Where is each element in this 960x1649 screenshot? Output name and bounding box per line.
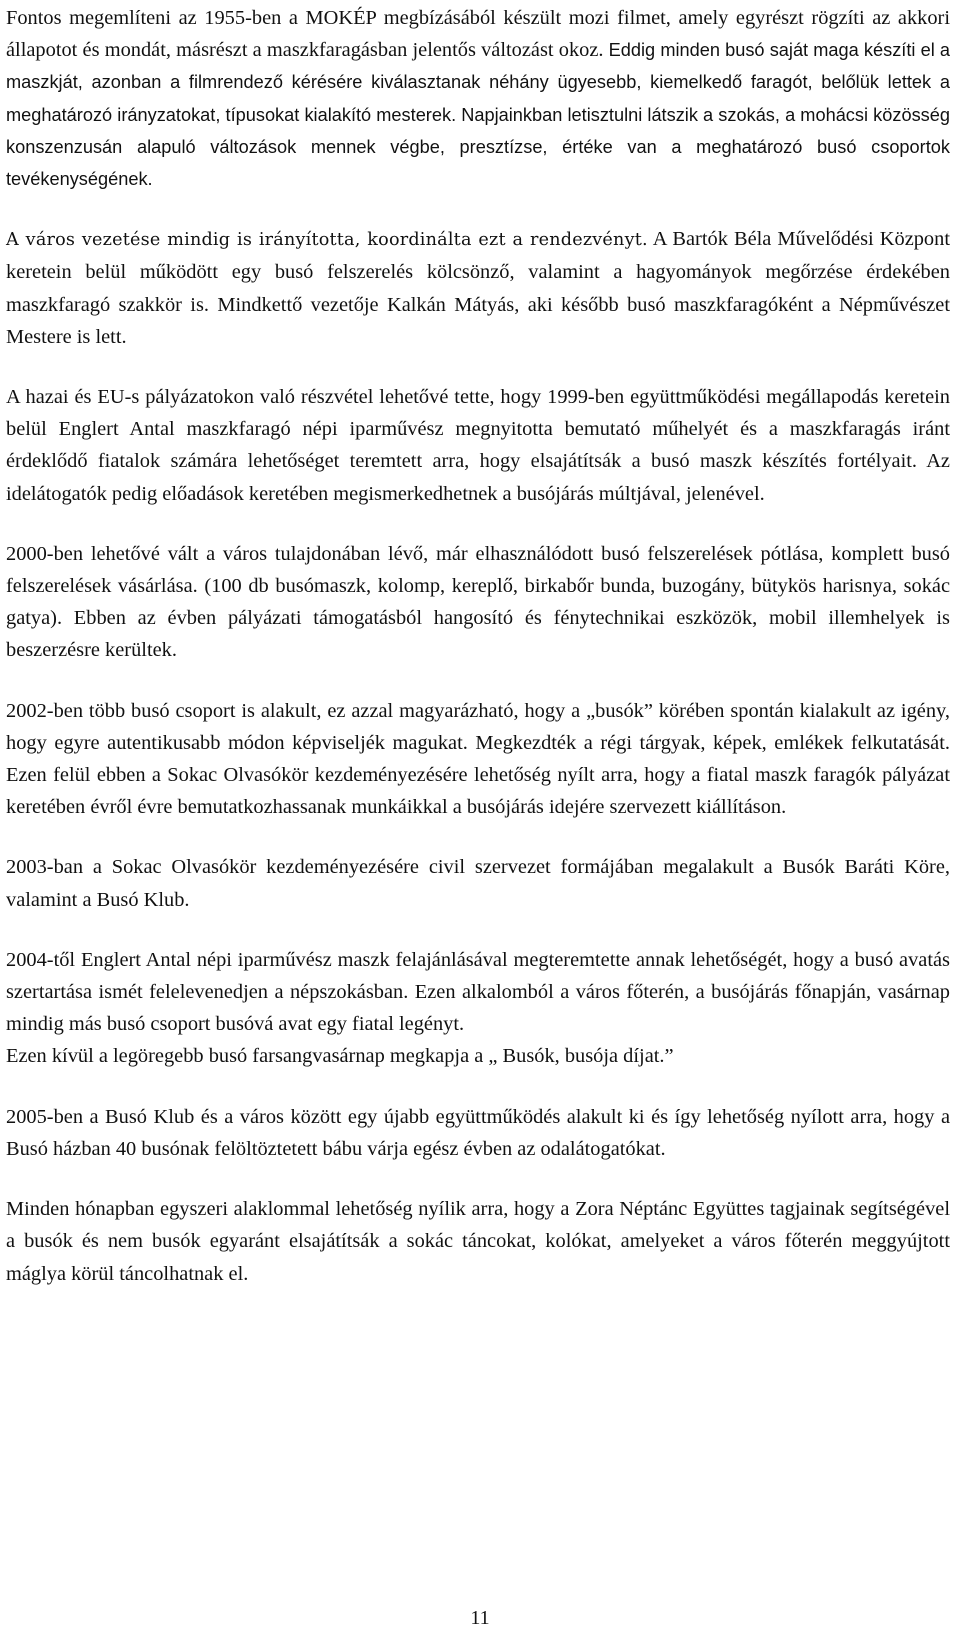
- paragraph-city-leadership-serif: A Bartók Béla Művelődési Központ keretein belül működött egy busó felszerelés kölcsönző, valamint a hagyományok megőrzése érdekében maszkfaragó szakkör is. Mindkettő vezetője Kalkán Mátyás, aki később busó maszkfaragóként a Népművészet Mestere is lett.: [6, 228, 950, 348]
- paragraph-mokep-film-serif: Fontos megemlíteni az 1955-ben a MOKÉP megbízásából készült mozi filmet, amely egyrészt rögzíti az akkori állapotot és mondát, másrészt a maszkfaragásban jelentős változást okoz.: [6, 7, 950, 62]
- paragraph-2004-block: [6, 944, 950, 1073]
- paragraph-2003: 2003-ban a Sokac Olvasókör kezdeményezésére civil szervezet formájában megalakult a Busók Baráti Köre, valamint a Busó Klub.: [6, 856, 950, 911]
- paragraph-2005: 2005-ben a Busó Klub és a város között egy újabb együttműködés alakult ki és így lehetőség nyílott arra, hogy a Busó házban 40 busónak felöltöztetett bábu várja egész évben az odalátogatókat.: [6, 1105, 950, 1160]
- paragraph-2002: 2002-ben több busó csoport is alakult, ez azzal magyarázható, hogy a „busók” körében spontán kialakult az igény, hogy egyre autentikusabb módon képviseljék magukat. Megkezdték a régi tárgyak, képek, emlékek felkutatását. Ezen felül ebben a Sokac Olvasókör kezdeményezésére lehetőség nyílt arra, hogy a fiatal maszk faragók pályázat keretében évről évre bemutatkozhassanak munkáikkal a busójárás idejére szervezett kiállításon.: [6, 699, 950, 819]
- paragraph-monthly-dance: Minden hónapban egyszeri alaklommal lehetőség nyílik arra, hogy a Zora Néptánc Együttes tagjainak segítségével a busók és nem busók egyaránt elsajátítsák a sokác táncokat, kolókat, amelyeket a város főterén meggyújtott máglya körül táncolhatnak el.: [6, 1198, 950, 1285]
- document-page: [6, 2, 950, 1318]
- paragraph-2000: 2000-ben lehetővé vált a város tulajdonában lévő, már elhasználódott busó felszerelések pótlása, komplett busó felszerelések vásárlása. (100 db busómaszk, kolomp, kereplő, birkabőr bunda, buzogány, bütykös harisnya, sokác gatya). Ebben az évben pályázati támogatásból hangosító és fénytechnikai eszközök, mobil illemhelyek is beszerzésre kerültek.: [6, 542, 950, 662]
- paragraph-2004-award: Ezen kívül a legöregebb busó farsangvasárnap megkapja a „ Busók, busója díjat.”: [6, 1045, 674, 1068]
- paragraph-eu-grants: A hazai és EU-s pályázatokon való részvétel lehetővé tette, hogy 1999-ben együttműködési megállapodás keretein belül Englert Antal maszkfaragó népi iparművész megnyitotta bemutató műhelyét és a maszkfaragás iránt érdeklődő fiatalok számára lehetőséget teremtett arra, hogy elsajátítsák a busó maszk készítés fortélyait. Az idelátogatók pedig előadások keretében megismerkedhetnek a busójárás múltjával, jelenével.: [6, 386, 950, 505]
- paragraph-mokep-film-sans: Eddig minden busó saját maga készíti el a maszkját, azonban a filmrendező kérésére kiválasztanak néhány ügyesebb, kiemelkedő faragót, belőlük lettek a meghatározó irányzatokat, típusokat kialakító mesterek. Napjainkban letisztulni látszik a szokás, a mohácsi közösség konszenzusán alapuló változások mennek végbe, presztízse, értéke van a meghatározó busó csoportok tevékenységének.: [6, 40, 950, 190]
- paragraph-city-leadership: [6, 223, 950, 353]
- paragraph-city-leadership-mono: A város vezetése mindig is irányította, koordinálta ezt a rendezvényt.: [6, 230, 648, 251]
- paragraph-mokep-film: [6, 2, 950, 195]
- page-number: 11: [470, 1607, 490, 1629]
- paragraph-2004: 2004-től Englert Antal népi iparművész maszk felajánlásával megteremtette annak lehetőségét, hogy a busó avatás szertartása ismét felelevenedjen a népszokásban. Ezen alkalomból a város főterén, a busójárás főnapján, vasárnap mindig más busó csoport busóvá avat egy fiatal legényt.: [6, 948, 950, 1036]
